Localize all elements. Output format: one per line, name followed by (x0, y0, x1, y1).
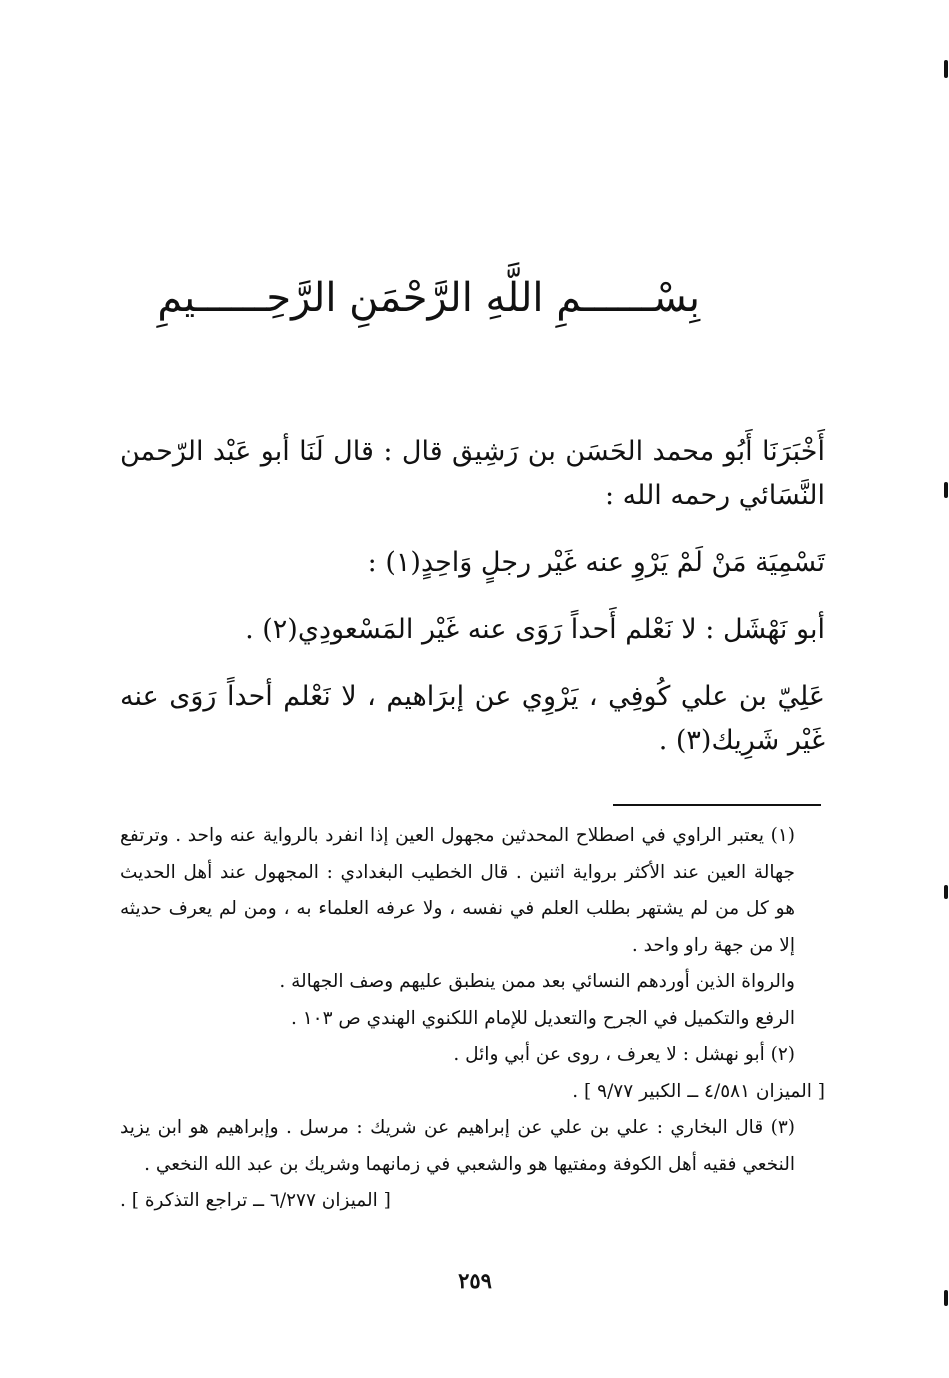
main-text (120, 430, 825, 786)
scan-edge-mark (944, 60, 948, 78)
main-paragraph: أبو نَهْشَل : لا نَعْلم أَحداً رَوَى عنه غَيْر المَسْعودِي(٢) . (245, 614, 825, 645)
footnote-1: (١) يعتبر الراوي في اصطلاح المحدثين مجهول العين إذا انفرد بالرواية عنه واحد . وترتفع جهالة العين عند الأكثر برواية اثنين . قال الخطيب البغدادي : المجهول عند أهل الحديث هو كل من لم يشتهر بطلب العلم في نفسه ، ولا عرفه العلماء به ، ومن لم يعرف حديثه إلا من جهة راو واحد . (120, 825, 795, 956)
page-number: ٢٥٩ (458, 1268, 492, 1293)
main-paragraph: عَلِيّ بن علي كُوفِي ، يَرْوِي عن إبرَاهيم ، لا نَعْلم أحداً رَوَى عنه غَيْر شَرِيك(٣) . (120, 681, 826, 756)
basmala-heading: بِسْــــــمِ اللَّهِ الرَّحْمَنِ الرَّحِــــــيمِ (157, 275, 700, 321)
footnotes (120, 818, 825, 1220)
footnote-2-reference: [ الميزان ٤/٥٨١ ــ الكبير ٩/٧٧ ] . (572, 1080, 825, 1102)
footnote-1-note: والرواة الذين أوردهم النسائي بعد ممن ينطبق عليهم وصف الجهالة . (279, 971, 795, 992)
footnote-3-reference: [ الميزان ٦/٢٧٧ ــ تراجع التذكرة ] . (120, 1190, 391, 1211)
main-paragraph: أَخْبَرَنَا أَبُو محمد الحَسَن بن رَشِيق قال : قال لَنَا أبو عَبْد الرّحمن النَّسَائي رحمه الله : (120, 436, 825, 511)
scan-edge-mark (944, 1290, 948, 1306)
footnote-2: (٢) أبو نهشل : لا يعرف ، روى عن أبي وائل . (453, 1044, 795, 1065)
footnote-divider (613, 804, 821, 806)
main-paragraph: تَسْمِيَة مَنْ لَمْ يَرْوِ عنه غَيْر رجلٍ وَاحِدٍ(١) : (367, 547, 825, 578)
scan-edge-mark (944, 482, 948, 498)
scan-edge-mark (944, 885, 948, 899)
footnote-3: (٣) قال البخاري : علي بن علي عن إبراهيم عن شريك : مرسل . وإبراهيم هو ابن يزيد النخعي فقيه أهل الكوفة ومفتيها هو والشعبي في زمانهما وشريك بن عبد الله النخعي . (120, 1117, 795, 1175)
footnote-1-reference: الرفع والتكميل في الجرح والتعديل للإمام اللكنوي الهندي ص ١٠٣ . (290, 1007, 795, 1029)
